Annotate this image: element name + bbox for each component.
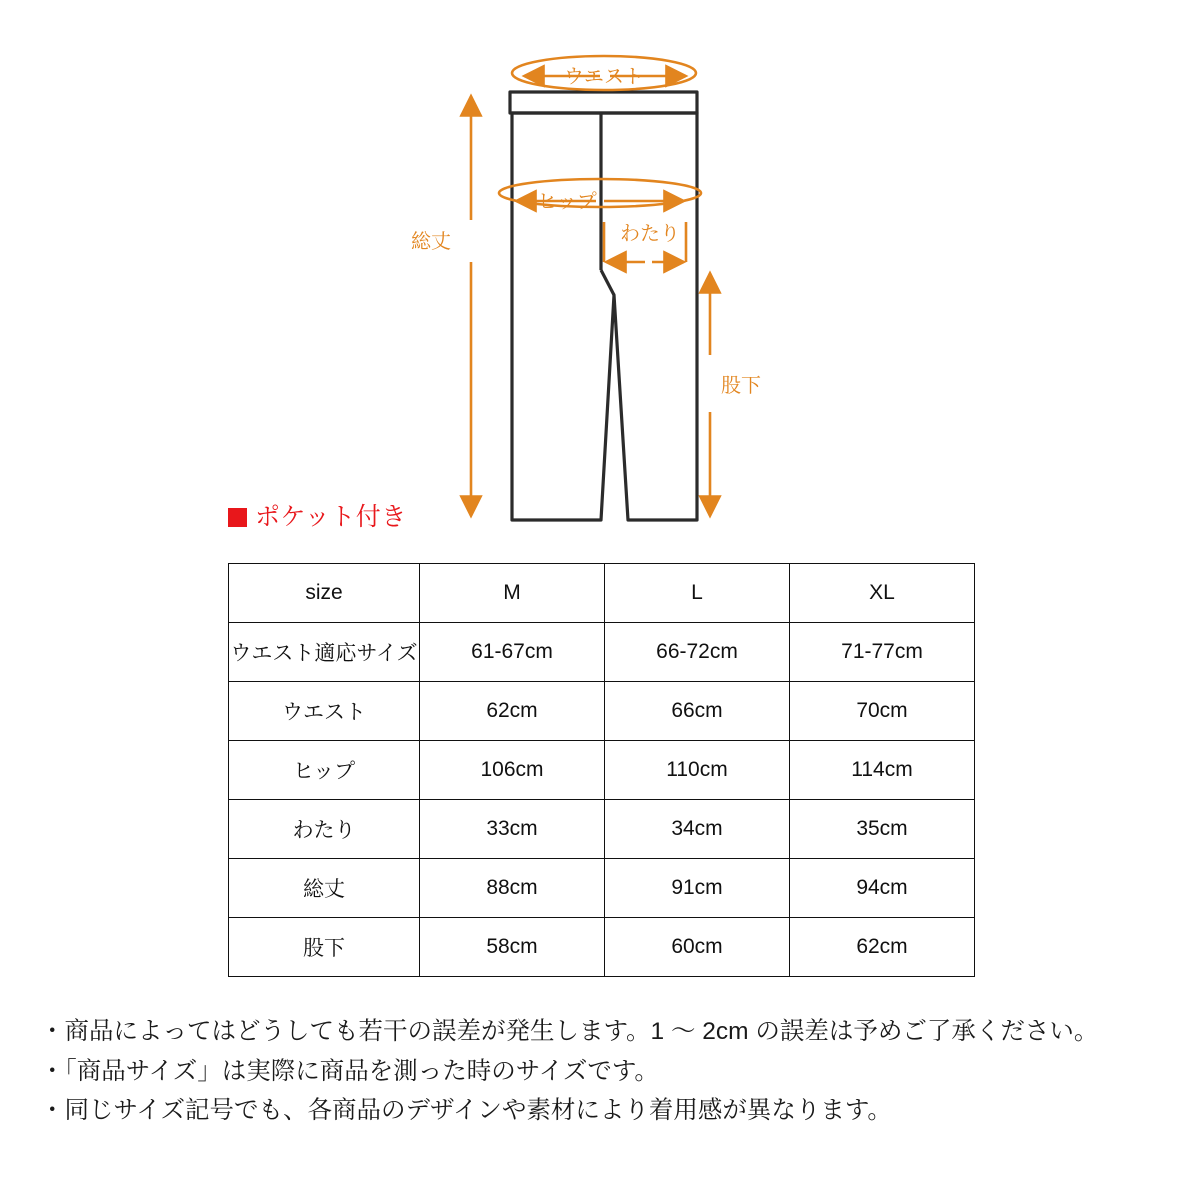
pocket-heading (228, 505, 407, 530)
label-total-length: 総丈 (411, 231, 451, 253)
pants-illustration (510, 92, 697, 520)
table-cell: 106cm (420, 741, 605, 800)
table-header-cell: M (420, 564, 605, 623)
table-cell: 88cm (420, 859, 605, 918)
table-header-cell: XL (790, 564, 975, 623)
table-cell: 35cm (790, 800, 975, 859)
table-header-cell: L (605, 564, 790, 623)
table-cell: 91cm (605, 859, 790, 918)
table-cell: 66cm (605, 682, 790, 741)
note-item: ・商品によってはどうしても若干の誤差が発生します。1 ～ 2cm の誤差は予めご了承ください。 (40, 1018, 1099, 1045)
label-waist: ウエスト (564, 66, 644, 88)
table-cell: 34cm (605, 800, 790, 859)
table-cell: 66-72cm (605, 623, 790, 682)
pocket-heading-label: ポケット付き (255, 503, 407, 531)
table-cell: 94cm (790, 859, 975, 918)
table-cell: 71-77cm (790, 623, 975, 682)
table-cell: 61-67cm (420, 623, 605, 682)
table-cell: 62cm (420, 682, 605, 741)
label-hip: ヒップ (537, 191, 597, 213)
table-row (229, 918, 975, 977)
table-row-label: ヒップ (229, 741, 420, 800)
table-header-row (229, 564, 975, 623)
table-cell: 60cm (605, 918, 790, 977)
table-row-label: わたり (229, 800, 420, 859)
table-cell: 110cm (605, 741, 790, 800)
table-row-label: ウエスト適応サイズ (229, 623, 420, 682)
label-watari: わたり (620, 223, 680, 245)
table-row-label: ウエスト (229, 682, 420, 741)
pants-measurement-diagram (0, 0, 1200, 545)
red-square-marker-icon (228, 508, 247, 527)
table-row (229, 741, 975, 800)
table-row-label: 総丈 (229, 859, 420, 918)
label-inseam: 股下 (721, 375, 761, 397)
table-row (229, 682, 975, 741)
table-cell: 70cm (790, 682, 975, 741)
table-cell: 33cm (420, 800, 605, 859)
note-item: ・「商品サイズ」は実際に商品を測った時のサイズです。 (40, 1057, 659, 1085)
table-row (229, 800, 975, 859)
note-item: ・同じサイズ記号でも、各商品のデザインや素材により着用感が異なります。 (40, 1097, 892, 1125)
notes-list (40, 1012, 1170, 1131)
table-cell: 58cm (420, 918, 605, 977)
table-row (229, 859, 975, 918)
table-row-label: 股下 (229, 918, 420, 977)
size-table (228, 563, 975, 977)
table-cell: 62cm (790, 918, 975, 977)
table-header-cell: size (229, 564, 420, 623)
table-row (229, 623, 975, 682)
table-cell: 114cm (790, 741, 975, 800)
